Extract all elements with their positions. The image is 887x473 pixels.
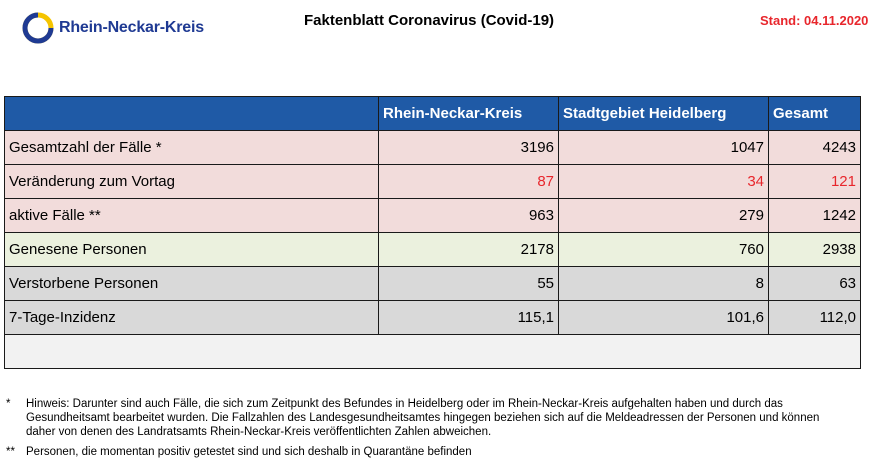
row-label: Veränderung zum Vortag [5, 165, 379, 199]
cell-value: 4243 [769, 131, 861, 165]
row-label: 7-Tage-Inzidenz [5, 301, 379, 335]
table-row [5, 131, 861, 165]
cell-value: 2938 [769, 233, 861, 267]
logo-text: Rhein-Neckar-Kreis [59, 19, 204, 36]
column-header [5, 97, 379, 131]
page-title: Faktenblatt Coronavirus (Covid-19) [304, 12, 555, 29]
row-label: aktive Fälle ** [5, 199, 379, 233]
table-row [5, 165, 861, 199]
footnote [6, 397, 846, 439]
cell-value: 121 [769, 165, 861, 199]
column-header: Stadtgebiet Heidelberg [559, 97, 769, 131]
footnotes [6, 397, 846, 459]
table-row [5, 199, 861, 233]
cell-value: 87 [379, 165, 559, 199]
cell-value: 8 [559, 267, 769, 301]
cell-value: 2178 [379, 233, 559, 267]
footnote [6, 445, 846, 459]
footnote-mark: * [6, 398, 11, 410]
cell-value: 34 [559, 165, 769, 199]
row-label: Genesene Personen [5, 233, 379, 267]
column-header: Gesamt [769, 97, 861, 131]
cell-value: 3196 [379, 131, 559, 165]
row-label: Gesamtzahl der Fälle * [5, 131, 379, 165]
footnote-mark: ** [6, 446, 15, 458]
footnote-text: Personen, die momentan positiv getestet sind und sich deshalb in Quarantäne befinden [26, 446, 472, 458]
logo [21, 10, 204, 46]
cell-value: 55 [379, 267, 559, 301]
cell-value: 760 [559, 233, 769, 267]
table-header-row [5, 97, 861, 131]
cell-value: 63 [769, 267, 861, 301]
date-stamp: Stand: 04.11.2020 [760, 13, 869, 28]
empty-cell [5, 335, 861, 369]
row-label: Verstorbene Personen [5, 267, 379, 301]
cell-value: 101,6 [559, 301, 769, 335]
table-empty-row [5, 335, 861, 369]
cell-value: 1047 [559, 131, 769, 165]
cell-value: 963 [379, 199, 559, 233]
footnote-text: Hinweis: Darunter sind auch Fälle, die sich zum Zeitpunkt des Befundes in Heidelberg oder im Rhein-Neckar-Kreis aufgehalten haben und durch das Gesundheitsamt bearbeitet wurden. Die Fallzahlen des Landesgesundheitsamtes hingegen beziehen sich auf die Meldeadressen der Personen und können daher von denen des Landratsamts Rhein-Neckar-Kreis veröffentlichten Zahlen abweichen. [26, 398, 820, 438]
table-row [5, 301, 861, 335]
table-row [5, 267, 861, 301]
cell-value: 279 [559, 199, 769, 233]
rhein-neckar-kreis-logo-icon [21, 11, 55, 45]
cell-value: 115,1 [379, 301, 559, 335]
cell-value: 112,0 [769, 301, 861, 335]
facts-table [4, 96, 861, 369]
table-row [5, 233, 861, 267]
cell-value: 1242 [769, 199, 861, 233]
column-header: Rhein-Neckar-Kreis [379, 97, 559, 131]
